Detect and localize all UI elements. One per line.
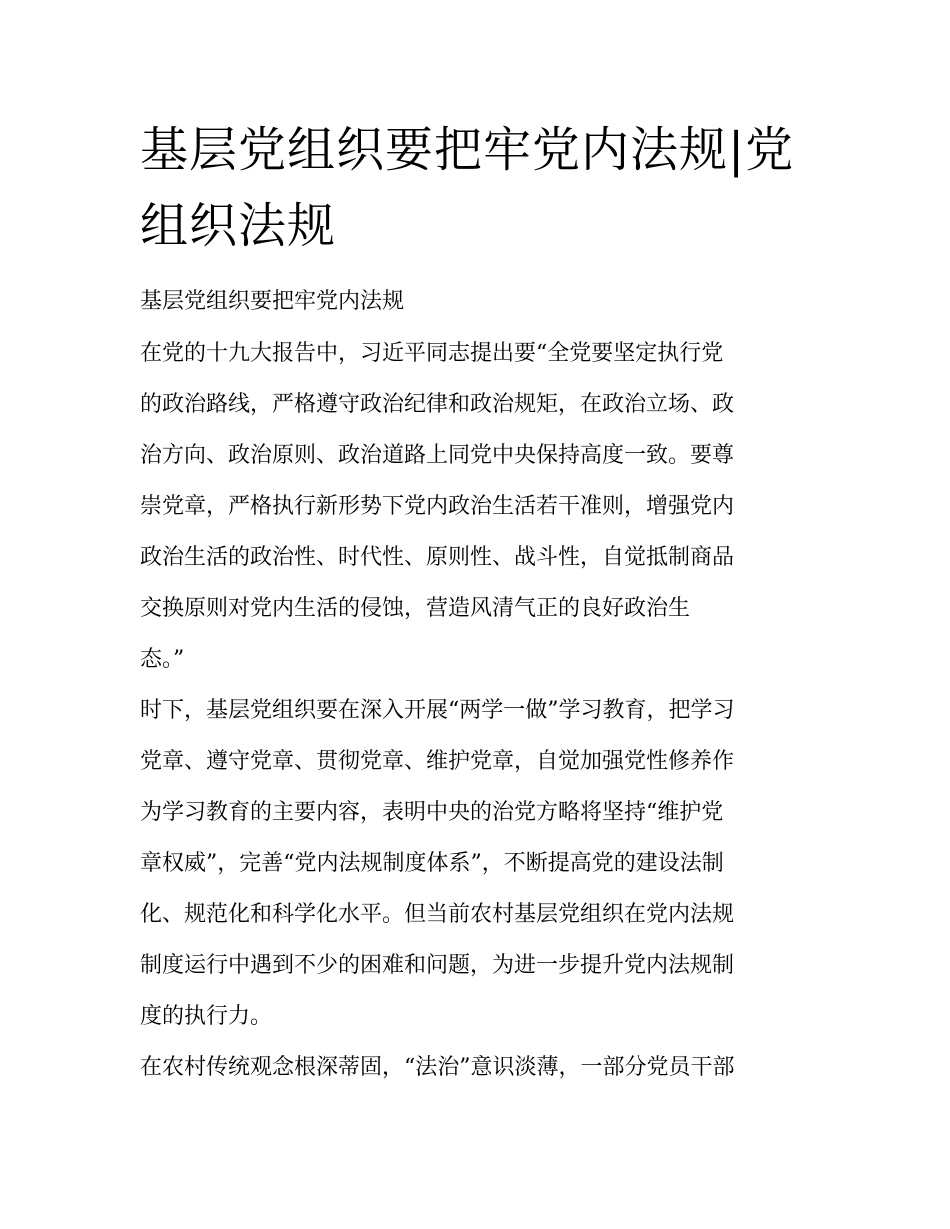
document-title	[140, 112, 812, 264]
text-line: 章权威”，完善“党内法规制度体系”，不断提高党的建设法制	[140, 851, 724, 876]
text-line: 治方向、政治原则、政治道路上同党中央保持高度一致。要尊	[140, 443, 735, 468]
paragraph-1	[140, 328, 812, 685]
text-line: 度的执行力。	[140, 1004, 273, 1029]
title-line: 组织法规	[140, 198, 337, 254]
paragraph-2	[140, 685, 812, 1042]
text-line: 在党的十九大报告中，习近平同志提出要“全党要坚定执行党	[140, 341, 724, 366]
text-line: 在农村传统观念根深蒂固，“法治”意识淡薄，一部分党员干部	[140, 1055, 735, 1080]
text-line: 交换原则对党内生活的侵蚀，营造风清气正的良好政治生	[140, 596, 691, 621]
text-line: 政治生活的政治性、时代性、原则性、战斗性，自觉抵制商品	[140, 545, 735, 570]
paragraph-3	[140, 1042, 812, 1093]
text-line: 为学习教育的主要内容，表明中央的治党方略将坚持“维护党	[140, 800, 724, 825]
text-line: 时下，基层党组织要在深入开展“两学一做”学习教育，把学习	[140, 698, 735, 723]
text-line: 的政治路线，严格遵守政治纪律和政治规矩，在政治立场、政	[140, 392, 735, 417]
text-line: 党章、遵守党章、贯彻党章、维护党章，自觉加强党性修养作	[140, 749, 735, 774]
document-subtitle: 基层党组织要把牢党内法规	[140, 289, 405, 314]
document-page	[140, 112, 812, 1093]
title-line: 基层党组织要把牢党内法规|党	[140, 122, 795, 178]
text-line: 态。”	[140, 647, 185, 672]
text-line: 化、规范化和科学化水平。但当前农村基层党组织在党内法规	[140, 902, 735, 927]
text-line: 制度运行中遇到不少的困难和问题，为进一步提升党内法规制	[140, 953, 735, 978]
text-line: 崇党章，严格执行新形势下党内政治生活若干准则，增强党内	[140, 494, 735, 519]
